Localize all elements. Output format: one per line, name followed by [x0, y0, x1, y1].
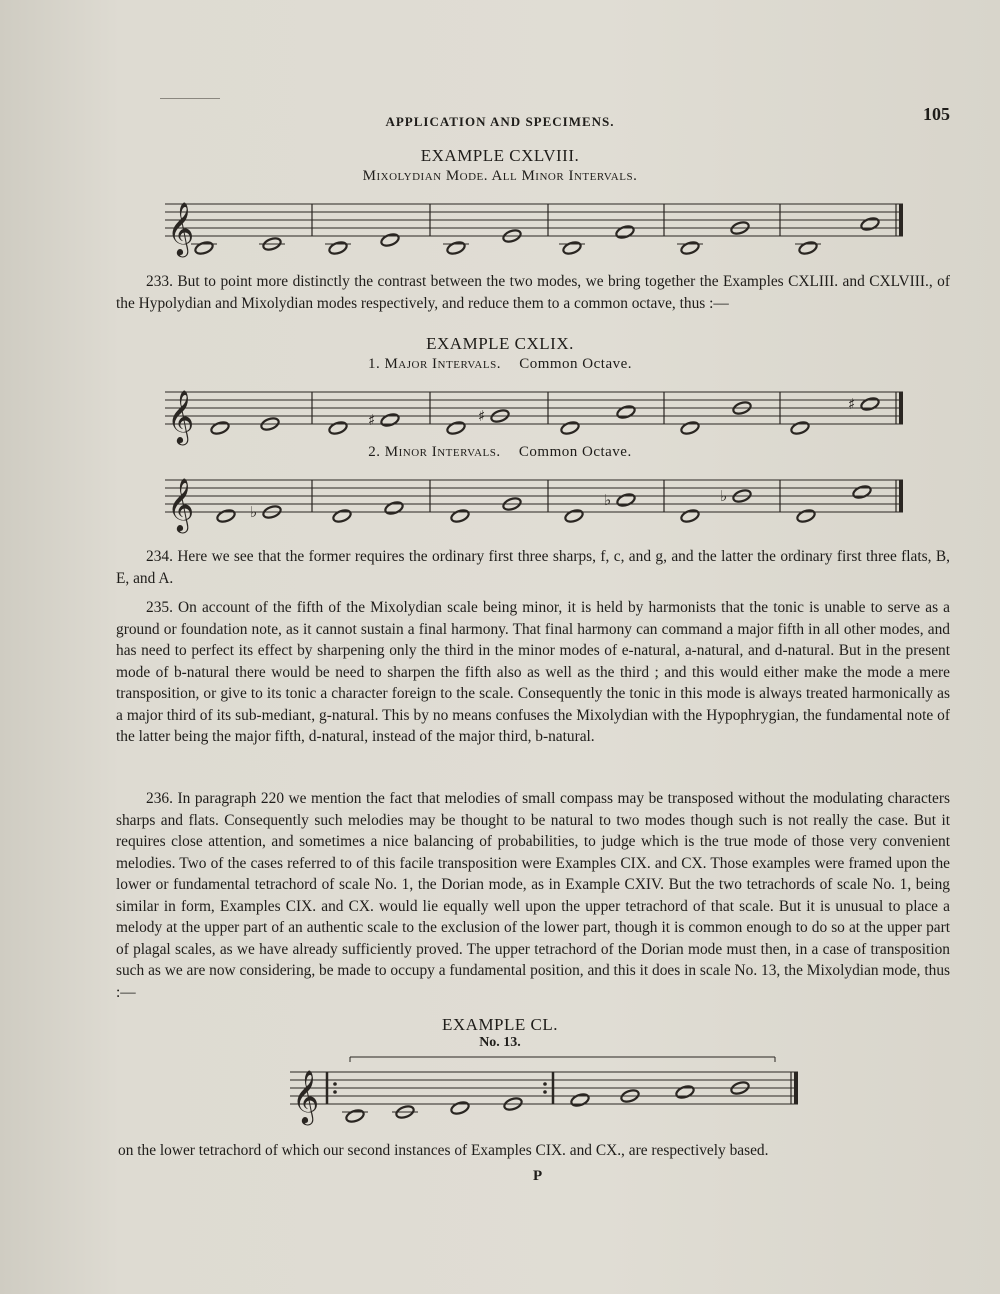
repeat-dot	[333, 1082, 337, 1086]
example-148-subtitle: Mixolydian Mode. All Minor Intervals.	[362, 168, 638, 184]
running-head: APPLICATION AND SPECIMENS.	[385, 114, 615, 129]
whole-note	[564, 508, 584, 524]
example-149-title: EXAMPLE CXLIX.	[426, 334, 574, 353]
subtitle-plain: Common Octave.	[519, 356, 633, 372]
whole-note	[328, 420, 348, 436]
staff-example-148	[160, 190, 910, 270]
paragraph-234: 234. Here we see that the former requires the ordinary first three sharps, f, c, and g, and the latter the ordinary first three flats, B, E, and A.	[116, 548, 950, 587]
staff-example-150	[285, 1050, 805, 1130]
whole-note	[680, 240, 700, 256]
whole-note	[210, 420, 230, 436]
whole-note	[790, 420, 810, 436]
whole-note	[562, 240, 582, 256]
treble-clef-icon: 𝄞	[167, 201, 195, 255]
subtitle-number: 1.	[367, 356, 381, 372]
whole-note	[680, 420, 700, 436]
flat-sign-icon: ♭	[250, 503, 258, 521]
whole-note	[560, 420, 580, 436]
whole-note	[332, 508, 352, 524]
subtitle-caps: Minor Intervals.	[384, 444, 501, 460]
whole-note	[450, 1100, 470, 1116]
treble-clef-icon: 𝄞	[292, 1069, 320, 1123]
example-150-title: EXAMPLE CL.	[442, 1015, 558, 1034]
paragraph-236: 236. In paragraph 220 we mention the fact that melodies of small compass may be transposed without the modulating characters sharps and flats. Consequently such melodies may be thought to be natural to two modes though such is not really the case. But it requires close attention, and sometimes a nice balancing of probabilities, to judge which is the true mode of those very convenient melodies. Two of the cases referred to of this facile transposition were Examples CIX. and CX. Those examples were framed upon the lower or fundamental tetrachord of scale No. 1, the Dorian mode, as in Example CXIV. But the two tetrachords of scale No. 1, being similar in form, Examples CIX. and CX. would lie equally well upon the upper tetrachord of that scale. But it is unusual to place a melody at the upper part of an authentic scale to the exclusion of the lower part, though it is common enough to do so at the upper part of plagal scales, as we have already sufficiently proved. The upper tetrachord of the Dorian mode must then, in a case of transposition such as we are now considering, be made to occupy a fundamental position, and this it does in scale No. 13, the Mixolydian mode, thus :—	[116, 790, 950, 1001]
subtitle-caps: Major Intervals.	[384, 356, 501, 372]
example-149-subtitle-2	[0, 444, 1000, 461]
sharp-sign-icon: ♯	[368, 411, 376, 429]
whole-note	[446, 240, 466, 256]
example-148-title: EXAMPLE CXLVIII.	[420, 146, 580, 165]
signature-mark: P	[533, 1168, 543, 1184]
whole-note	[796, 508, 816, 524]
paragraph-235: 235. On account of the fifth of the Mixolydian scale being minor, it is held by harmonists that the tonic is unable to serve as a ground or foundation note, as it cannot sustain a final harmony. That final harmony can command a major fifth in all other modes, and has need to perfect its effect by sharpening only the third in the minor modes of e-natural, a-natural, and d-natural. But in the present mode of b-natural there would be need to sharpen the fifth also as well as the third ; and this would either make the mode a mere transposition, or give to its tonic a character foreign to the scale. Consequently the tonic in this mode is always treated harmonically as a major third of its sub-mediant, g-natural. This by no means confuses the Mixolydian with the Hypophrygian, the fundamental note of the latter being the major fifth, d-natural, instead of the major third, b-natural.	[116, 599, 950, 745]
whole-note	[860, 216, 880, 232]
whole-note	[380, 412, 400, 428]
subtitle-number: 2.	[368, 444, 381, 460]
whole-note	[216, 508, 236, 524]
final-barline-thick	[899, 480, 903, 512]
whole-note	[446, 420, 466, 436]
whole-note	[345, 1108, 365, 1124]
whole-note	[852, 484, 872, 500]
final-barline-thick	[899, 204, 903, 236]
sharp-sign-icon: ♯	[848, 395, 856, 413]
staff-example-149-major	[160, 378, 910, 448]
page-number: 105	[923, 104, 950, 124]
final-barline-thick	[794, 1072, 798, 1104]
treble-clef-icon: 𝄞	[167, 389, 195, 443]
whole-note	[570, 1092, 590, 1108]
treble-clef-icon: 𝄞	[167, 477, 195, 531]
example-150-label: No. 13.	[479, 1035, 521, 1050]
flat-sign-icon: ♭	[604, 491, 612, 509]
closing-line: on the lower tetrachord of which our second instances of Examples CIX. and CX., are respectively based.	[118, 1142, 769, 1159]
whole-note	[680, 508, 700, 524]
whole-note	[798, 240, 818, 256]
flat-sign-icon: ♭	[720, 487, 728, 505]
whole-note	[616, 492, 636, 508]
whole-note	[380, 232, 400, 248]
subtitle-plain: Common Octave.	[518, 444, 632, 460]
repeat-dot	[543, 1090, 547, 1094]
paragraph-233: 233. But to point more distinctly the contrast between the two modes, we bring together the Examples CXLIII. and CXLVIII., of the Hypolydian and Mixolydian modes respectively, and reduce them to a common octave, thus :—	[116, 273, 950, 312]
page-mark	[160, 98, 220, 99]
whole-note	[384, 500, 404, 516]
whole-note	[194, 240, 214, 256]
whole-note	[860, 396, 880, 412]
whole-note	[450, 508, 470, 524]
repeat-dot	[543, 1082, 547, 1086]
whole-note	[615, 224, 635, 240]
whole-note	[675, 1084, 695, 1100]
repeat-dot	[333, 1090, 337, 1094]
whole-note	[328, 240, 348, 256]
sharp-sign-icon: ♯	[478, 407, 486, 425]
example-149-subtitle-1	[0, 356, 1000, 373]
final-barline-thick	[899, 392, 903, 424]
whole-note	[616, 404, 636, 420]
staff-example-149-minor	[160, 466, 910, 536]
